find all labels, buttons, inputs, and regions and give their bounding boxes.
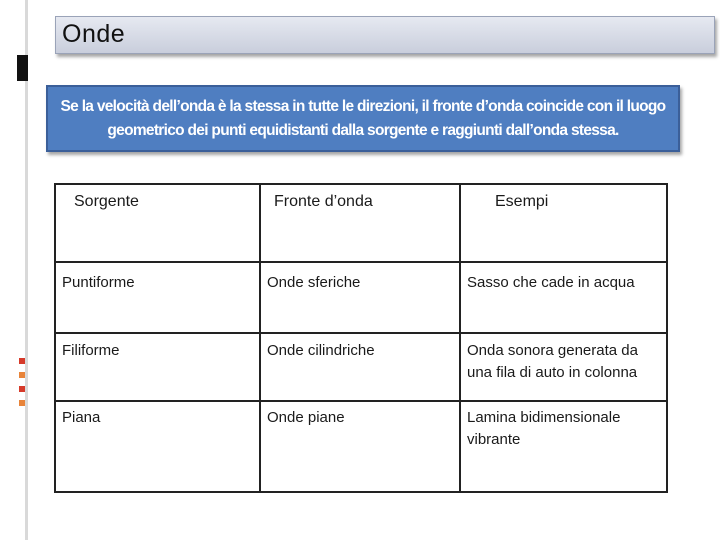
header-sorgente: Sorgente bbox=[55, 184, 260, 262]
decorative-red-square bbox=[19, 358, 25, 364]
table-row bbox=[55, 262, 667, 333]
header-esempi: Esempi bbox=[460, 184, 667, 262]
decorative-vertical-line bbox=[25, 0, 28, 540]
waves-table bbox=[54, 183, 668, 493]
table-cell: Onde cilindriche bbox=[260, 333, 460, 401]
table-cell: Puntiforme bbox=[55, 262, 260, 333]
table-cell: Onde sferiche bbox=[260, 262, 460, 333]
table-cell: Onda sonora generata da una fila di auto in colonna bbox=[460, 333, 667, 401]
header-fronte-onda: Fronte d’onda bbox=[260, 184, 460, 262]
table-cell: Sasso che cade in acqua bbox=[460, 262, 667, 333]
table-row bbox=[55, 401, 667, 492]
table-row bbox=[55, 333, 667, 401]
description-text: Se la velocità dell’onda è la stessa in tutte le direzioni, il fronte d’onda coincide con il luogo geometrico dei punti equidistanti dalla sorgente e raggiunti dall’onda stessa. bbox=[60, 97, 666, 139]
decorative-orange-square bbox=[19, 400, 25, 406]
table-cell: Onde piane bbox=[260, 401, 460, 492]
decorative-red-square bbox=[19, 386, 25, 392]
table-cell: Piana bbox=[55, 401, 260, 492]
table-cell: Filiforme bbox=[55, 333, 260, 401]
decorative-black-block bbox=[17, 55, 28, 81]
decorative-orange-square bbox=[19, 372, 25, 378]
title-bar bbox=[55, 16, 715, 54]
slide-title: Onde bbox=[62, 20, 126, 48]
table-header-row bbox=[55, 184, 667, 262]
table-cell: Lamina bidimensionale vibrante bbox=[460, 401, 667, 492]
description-box bbox=[46, 85, 680, 152]
